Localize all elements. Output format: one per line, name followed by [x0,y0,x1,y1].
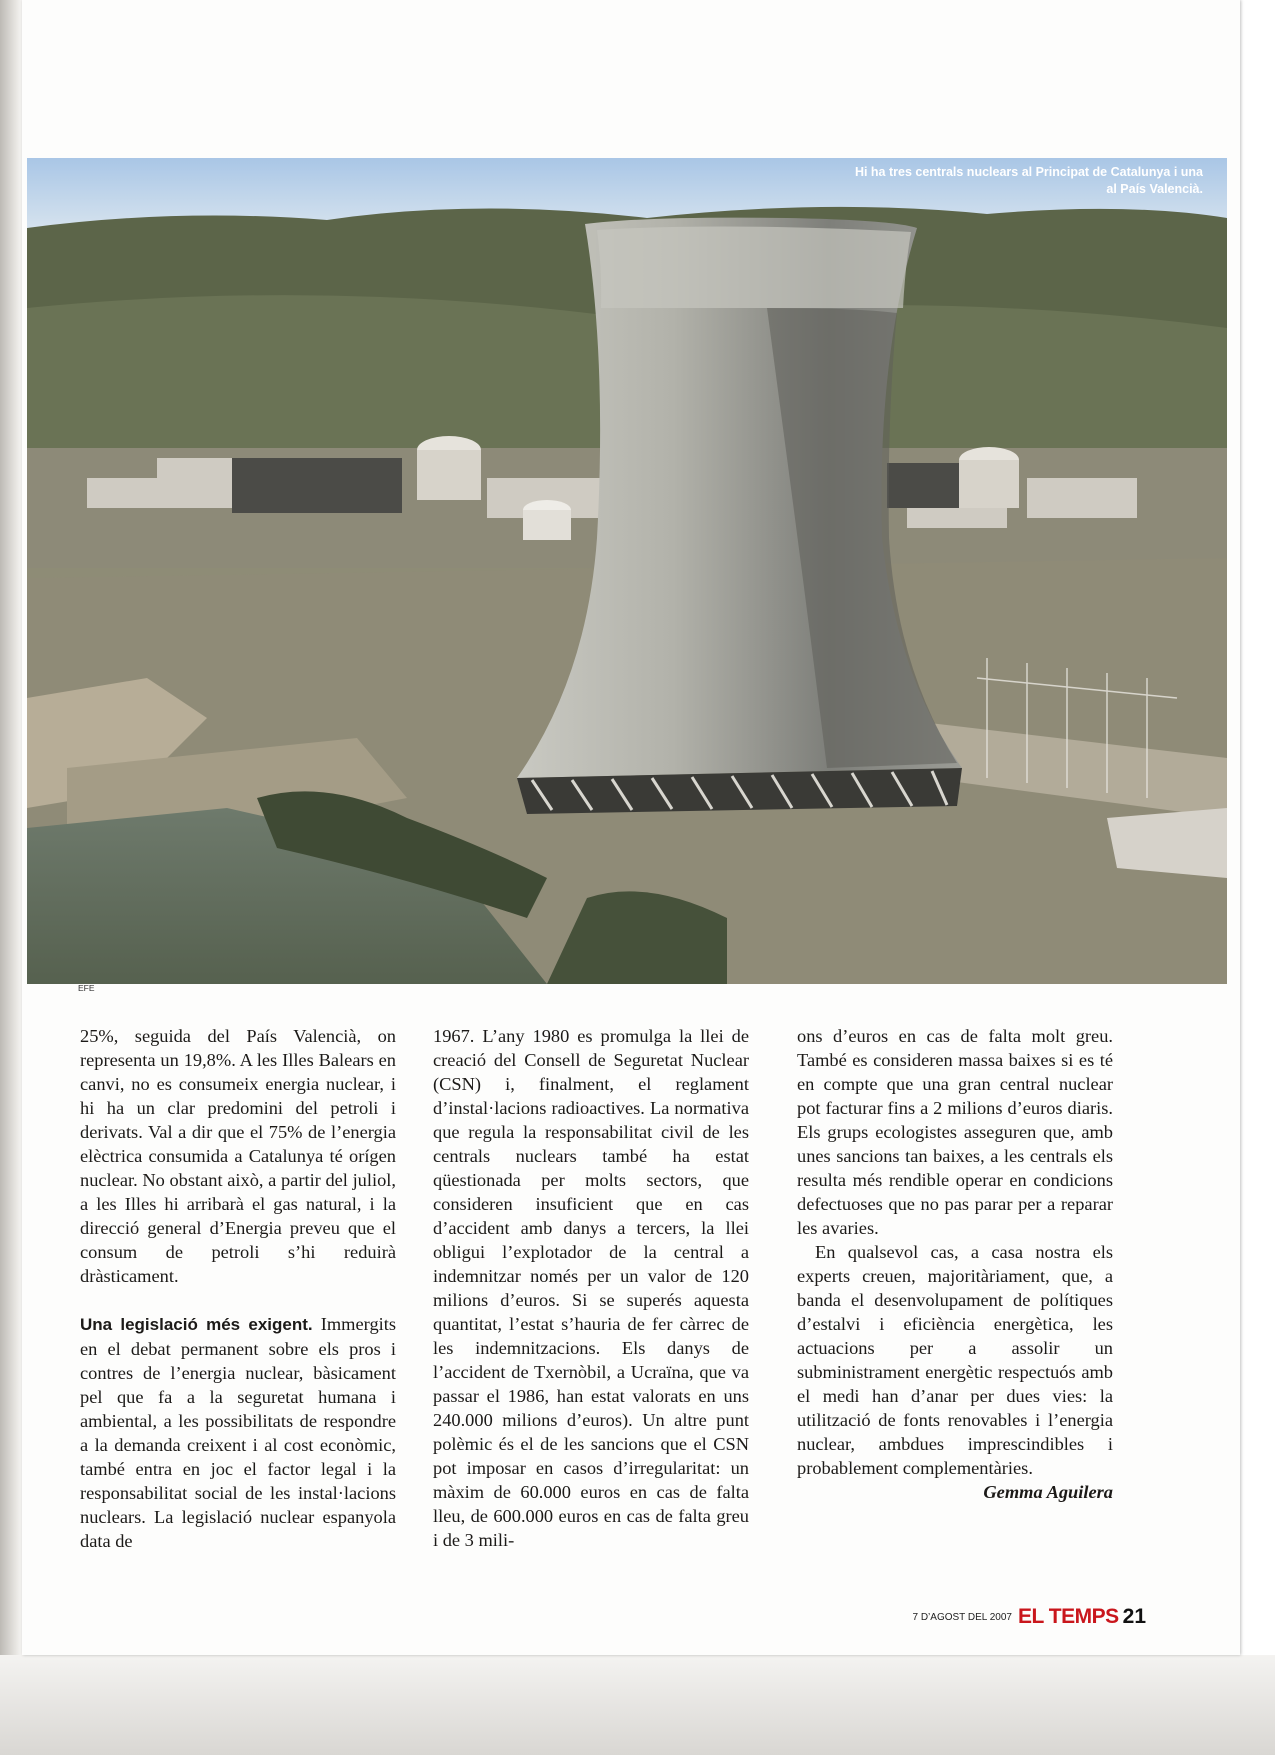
paragraph: 25%, seguida del País Valencià, on representa un 19,8%. A les Illes Balears en canvi, no es consumeix energia nuclear, i hi ha un clar predomini del petroli i derivats. Val a dir que el 75% de l’energia elèctrica consumida a Catalunya té orígen nuclear. No obstant això, a partir del juliol, a les Illes hi arribarà el gas natural, i la direcció general d’Energia preveu que el consum de petroli s’hi reduirà dràsticament. [80,1026,396,1286]
paragraph-text: Immergits en el debat permanent sobre els pros i contres de l’energia nuclear, bàsicament pel que fa a la seguretat humana i ambiental, a les possibilitats de respondre a la demanda creixent i al cost econòmic, també entra en joc el factor legal i la responsabilitat social de les instal·lacions nuclears. La legislació nuclear espanyola data de [80,1314,397,1551]
magazine-page [22,0,1240,1655]
magazine-name: EL TEMPS [1018,1605,1119,1628]
page-footer [913,1605,1147,1629]
section-subheading: Una legislació més exigent. [80,1315,313,1334]
page-number: 21 [1122,1605,1146,1628]
article-column-2 [433,1024,749,1552]
paragraph: 1967. L’any 1980 es promulga la llei de creació del Consell de Seguretat Nuclear (CSN) i, finalment, el reglament d’instal·lacions radioactives. La normativa que regula la responsabilitat civil de les centrals nuclears també ha estat qüestionada per molts sectors, que consideren insuficient que en cas d’accident amb danys a tercers, la llei obligui l’explotador de la central a indemnitzar només per un valor de 120 milions d’euros. Si se superés aquesta quantitat, l’estat s’hauria de fer càrrec de les indemnitzacions. Els danys de l’accident de Txernòbil, a Ucraïna, que va passar el 1986, han estat valorats en uns 240.000 milions d’euros). Un altre punt polèmic és el de les sancions que el CSN pot imposar en casos d’irregularitat: un màxim de 60.000 euros en cas de falta lleu, de 600.000 euros en cas de falta greu i de 3 mili- [433,1026,749,1550]
cooling-tower-illustration [27,158,1227,984]
photo-caption: Hi ha tres centrals nuclears al Principat de Catalunya i una al País Valencià. [854,165,1203,196]
issue-date: 7 D’AGOST DEL 2007 [912,1612,1012,1623]
paragraph [80,1312,396,1553]
author-signature: Gemma Aguilera [983,1482,1113,1502]
nuclear-plant-photo [27,158,1227,984]
article-column-1 [80,1024,396,1553]
paragraph: En qualsevol cas, a casa nostra els experts creuen, majoritàriament, que, a banda el desenvolupament de polítiques d’estalvi i eficiència energètica, les actuacions per a assolir un subministrament energètic respectuós amb el medi han d’anar per dues vies: la utilització de fonts renovables i l’energia nuclear, ambdues imprescindibles i probablement complementàries. [797,1242,1113,1478]
photo-credit: EFE [78,983,95,993]
paragraph: ons d’euros en cas de falta molt greu. També es consideren massa baixes si es té en compte que una gran central nuclear pot facturar fins a 2 milions d’euros diaris. Els grups ecologistes asseguren que, amb unes sancions tan baixes, a les centrals els resulta més rendible operar en condicions defectuoses que no pas parar per a reparar les avaries. [797,1026,1113,1238]
scan-background [0,1655,1275,1755]
page-binding-edge [0,0,22,1755]
article-column-3 [797,1024,1113,1504]
